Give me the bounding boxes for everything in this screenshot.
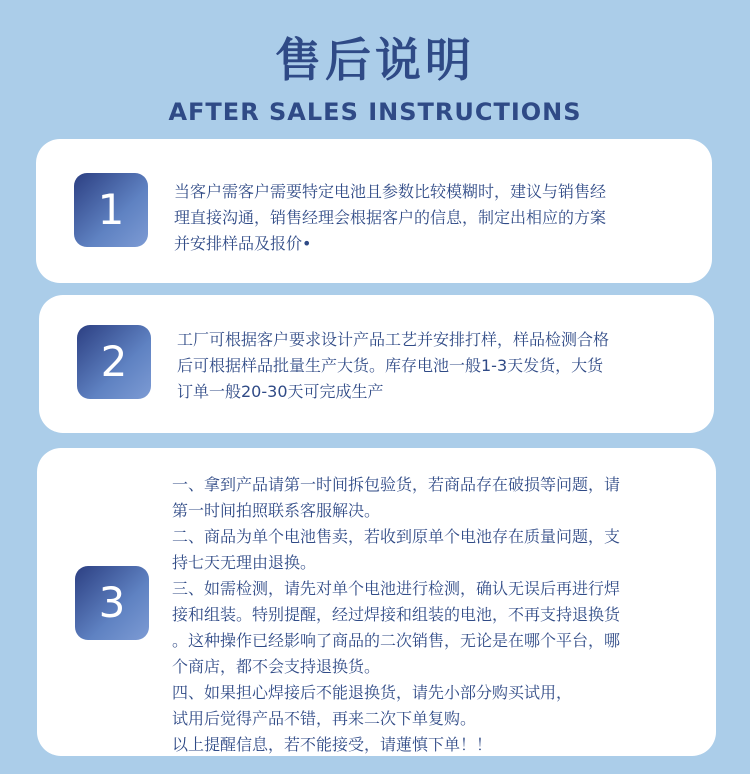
instruction-text: 工厂可根据客户要求设计产品工艺并安排打样，样品检测合格 后可根据样品批量生产大货。库存电池一般1-3天发货，大货 订单一般20-30天可完成生产 — [177, 330, 610, 401]
instruction-card-3 — [37, 448, 716, 756]
page-title: 售后说明 — [275, 33, 475, 87]
step-number-badge: 2 — [77, 325, 151, 399]
instruction-text: 当客户需客户需要特定电池且参数比较模糊时，建议与销售经 理直接沟通，销售经理会根据客户的信息，制定出相应的方案 并安排样品及报价• — [174, 182, 607, 253]
instruction-text: 一、拿到产品请第一时间拆包验货，若商品存在破损等问题，请 第一时间拍照联系客服解决。 二、商品为单个电池售卖，若收到原单个电池存在质量问题，支 持七天无理由退换。 三、如需检测，请先对单个电池进行检测，确认无误后再进行焊 接和组装。特别提醒，经过焊接和组装的电池，不再支持退换货 。这种操作已经影响了商品的二次销售，无论是在哪个平台，哪 个商店，都不会支持退换货。 四、如果担心焊接后不能退换货，请先小部分购买试用， 试用后觉得产品不错，再来二次下单复购。 以上提醒信息，若不能接受，请蓮慎下单！！ — [172, 475, 621, 754]
step-number-badge: 1 — [74, 173, 148, 247]
instruction-card-1 — [36, 139, 712, 283]
step-number-badge: 3 — [75, 566, 149, 640]
instruction-card-2 — [39, 295, 714, 433]
page-subtitle: AFTER SALES INSTRUCTIONS — [168, 98, 582, 126]
